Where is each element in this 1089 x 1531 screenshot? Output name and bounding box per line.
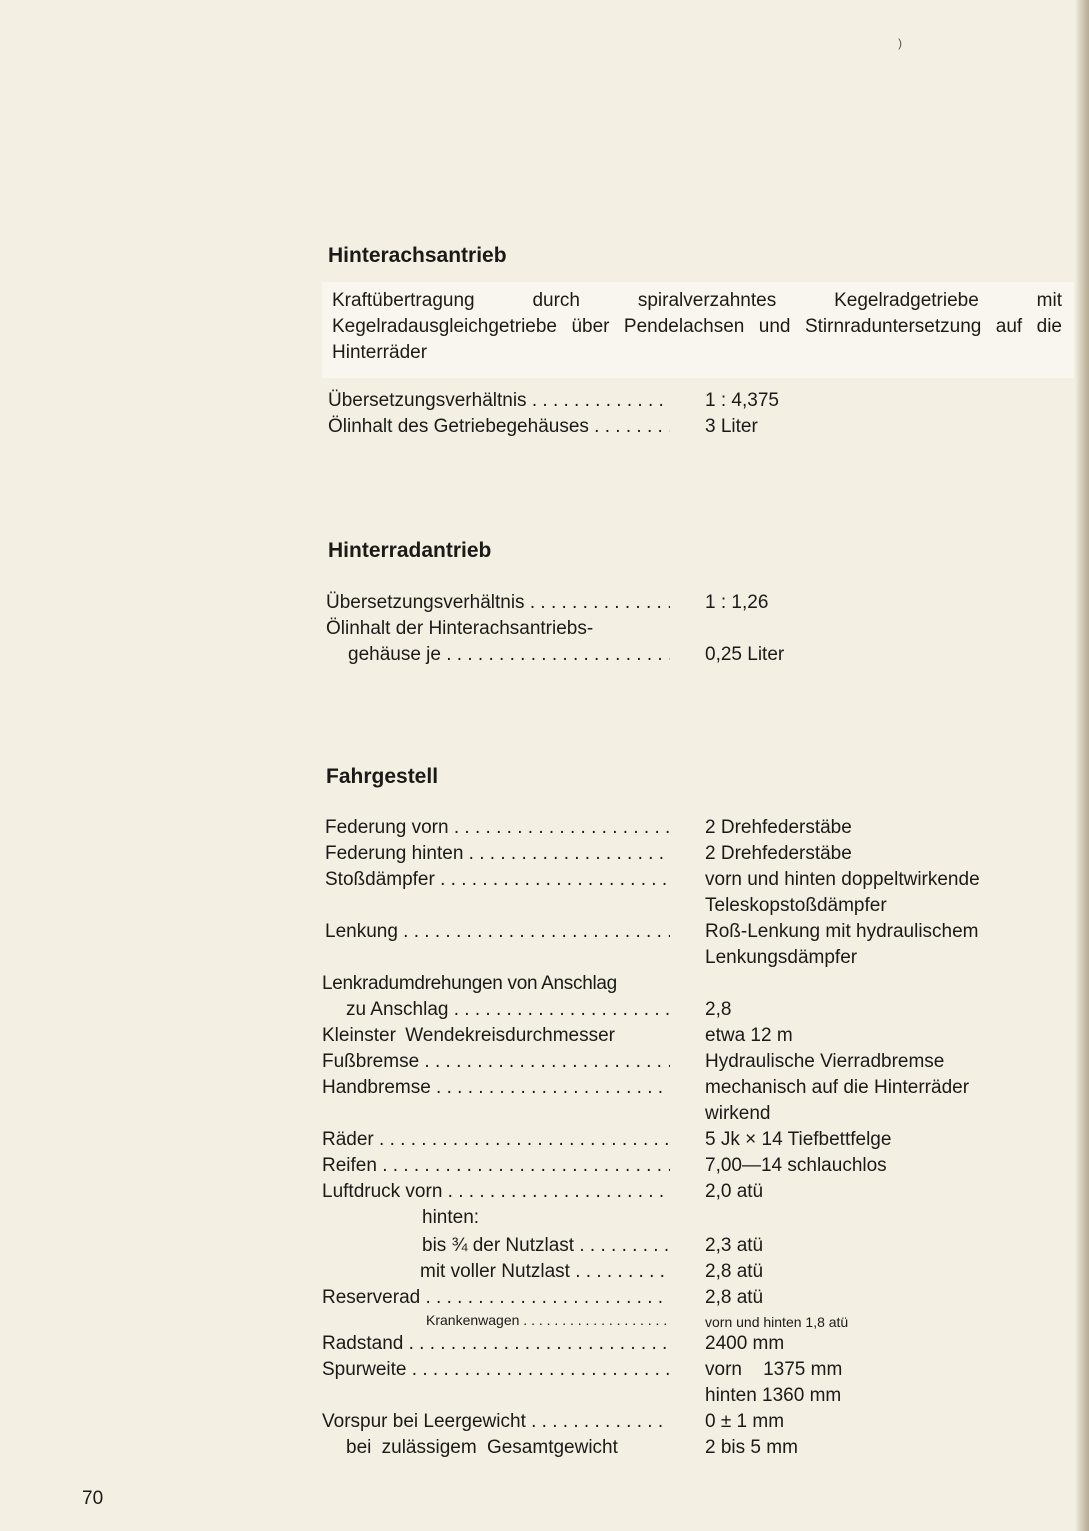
row-label: Übersetzungsverhältnis . . . xyxy=(326,590,670,616)
table-row xyxy=(0,388,1089,414)
table-row xyxy=(0,867,1089,893)
row-value: 2,8 atü xyxy=(705,1261,764,1282)
table-row xyxy=(0,1409,1089,1435)
row-label: zu Anschlag . . . xyxy=(346,997,670,1023)
heading-fahrgestell: Fahrgestell xyxy=(326,765,439,788)
heading-hinterradantrieb: Hinterradantrieb xyxy=(328,539,492,562)
row-value: 5 Jk × 14 Tiefbettfelge xyxy=(705,1129,892,1150)
row-label: bei zulässigem Gesamtgewicht xyxy=(346,1437,618,1458)
row-value: vorn und hinten 1,8 atü xyxy=(705,1314,849,1330)
table-row xyxy=(0,1153,1089,1179)
row-label: Fußbremse . . . xyxy=(322,1049,670,1075)
row-value: 3 Liter xyxy=(705,416,758,437)
row-value: hinten 1360 mm xyxy=(705,1385,842,1406)
row-label: mit voller Nutzlast . . . xyxy=(420,1259,670,1285)
table-row xyxy=(0,1310,1089,1330)
row-label: bis ¾ der Nutzlast . . . xyxy=(422,1233,670,1259)
row-value: 2400 mm xyxy=(705,1333,785,1354)
row-label: Spurweite . . . xyxy=(322,1357,670,1383)
row-label: Radstand . . . xyxy=(322,1331,670,1357)
row-value: Roß-Lenkung mit hydraulischem xyxy=(705,921,979,942)
row-label: gehäuse je . . . xyxy=(348,642,670,668)
row-label: Lenkradumdrehungen von Anschlag xyxy=(322,973,617,994)
row-label: Handbremse . . . xyxy=(322,1075,670,1101)
row-label: Reserverad . . . xyxy=(322,1285,670,1311)
table-row xyxy=(0,815,1089,841)
row-label: hinten: xyxy=(422,1207,480,1228)
table-row xyxy=(0,971,1089,997)
row-label: Luftdruck vorn . . . xyxy=(322,1179,670,1205)
row-value: 1 : 4,375 xyxy=(705,390,779,411)
table-row xyxy=(0,1259,1089,1285)
table-row xyxy=(0,893,1089,919)
table-row xyxy=(0,1179,1089,1205)
row-value: 2,8 xyxy=(705,999,732,1020)
table-row xyxy=(0,1127,1089,1153)
row-label: Krankenwagen . . . xyxy=(426,1310,670,1330)
row-label: Ölinhalt des Getriebegehäuses . . . xyxy=(328,414,670,440)
table-row xyxy=(0,919,1089,945)
table-row xyxy=(0,414,1089,440)
row-label: Vorspur bei Leergewicht . . . xyxy=(322,1409,670,1435)
row-value: Teleskopstoßdämpfer xyxy=(705,895,887,916)
row-label: Lenkung . . . xyxy=(325,919,670,945)
row-value: mechanisch auf die Hinterräder xyxy=(705,1077,970,1098)
table-row xyxy=(0,590,1089,616)
row-value: Lenkungsdämpfer xyxy=(705,947,858,968)
table-row xyxy=(0,1075,1089,1101)
row-value: etwa 12 m xyxy=(705,1025,793,1046)
row-value: 2,8 atü xyxy=(705,1287,764,1308)
row-value: 2,0 atü xyxy=(705,1181,764,1202)
row-label: Reifen . . . xyxy=(322,1153,670,1179)
row-label: Übersetzungsverhältnis . . . xyxy=(328,388,670,414)
table-row xyxy=(0,1023,1089,1049)
row-label: Ölinhalt der Hinterachsantriebs- xyxy=(326,618,594,639)
table-row xyxy=(0,1383,1089,1409)
table-row xyxy=(0,616,1089,642)
table-row xyxy=(0,1101,1089,1127)
row-value: Hydraulische Vierradbremse xyxy=(705,1051,945,1072)
table-row xyxy=(0,997,1089,1023)
table-row xyxy=(0,1049,1089,1075)
row-value: 2,3 atü xyxy=(705,1235,764,1256)
row-label: Kleinster Wendekreisdurchmesser xyxy=(322,1025,615,1046)
table-row xyxy=(0,642,1089,668)
row-value: 0,25 Liter xyxy=(705,644,785,665)
table-row xyxy=(0,1331,1089,1357)
row-value: 0 ± 1 mm xyxy=(705,1411,785,1432)
table-row xyxy=(0,945,1089,971)
row-value: vorn 1375 mm xyxy=(705,1359,843,1380)
corner-mark: ) xyxy=(898,36,902,50)
row-value: 1 : 1,26 xyxy=(705,592,769,613)
table-row xyxy=(0,841,1089,867)
row-value: 7,00—14 schlauchlos xyxy=(705,1155,887,1176)
row-label: Stoßdämpfer . . . xyxy=(325,867,670,893)
row-value: wirkend xyxy=(705,1103,771,1124)
table-row xyxy=(0,1357,1089,1383)
page-number: 70 xyxy=(82,1488,104,1509)
row-value: vorn und hinten doppeltwirkende xyxy=(705,869,980,890)
row-value: 2 bis 5 mm xyxy=(705,1437,798,1458)
row-value: 2 Drehfederstäbe xyxy=(705,843,852,864)
paragraph-hinterachsantrieb: Kraftübertragung durch spiralverzahntes Kegelradgetriebe mit Kegelradausgleichgetriebe über Pendelachsen und Stirnraduntersetzung auf die Hinterräder xyxy=(332,290,1062,363)
row-value: 2 Drehfederstäbe xyxy=(705,817,852,838)
table-row xyxy=(0,1233,1089,1259)
row-label: Federung vorn . . . xyxy=(325,815,670,841)
table-row xyxy=(0,1285,1089,1311)
table-row xyxy=(0,1435,1089,1461)
row-label: Räder . . . xyxy=(322,1127,670,1153)
table-row xyxy=(0,1205,1089,1231)
row-label: Federung hinten . . . xyxy=(325,841,670,867)
heading-hinterachsantrieb: Hinterachsantrieb xyxy=(328,244,507,267)
